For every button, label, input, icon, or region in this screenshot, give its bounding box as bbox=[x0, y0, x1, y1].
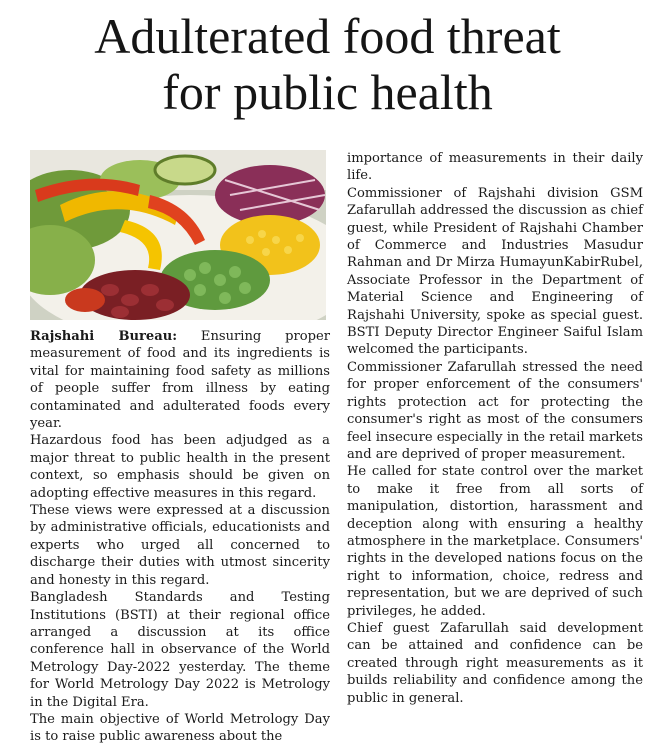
paragraph: importance of measurements in their daily life. bbox=[347, 151, 643, 184]
paragraph: He called for state control over the market to make it free from all sorts of manipulation, distortion, harassment and deception along with ensuring a healthy atmosphere in the marketplace. Consumers' rights in the developed nations focus on the right to information, choice, redress and representation, but we are deprived of such privileges, he added. bbox=[347, 464, 643, 619]
paragraph bbox=[30, 328, 330, 432]
paragraph: These views were expressed at a discussion by administrative officials, educationists and experts who urged all concerned to discharge their duties with utmost sincerity and honesty in this regard. bbox=[30, 503, 330, 588]
right-column bbox=[347, 150, 643, 707]
paragraph: The main objective of World Metrology Day is to raise public awareness about the bbox=[30, 711, 330, 745]
paragraph: Chief guest Zafarullah said development can be attained and confidence can be created through right measurements as it builds reliability and confidence among the public in general. bbox=[347, 620, 643, 706]
salad-photo bbox=[30, 150, 326, 320]
headline bbox=[0, 8, 655, 120]
headline-line-1: Adulterated food threat bbox=[94, 8, 561, 64]
paragraph: Commissioner Zafarullah stressed the need for proper enforcement of the consumers' rights protection act for protecting the consumer's right as most of the consumers feel insecure especially in the retail markets and are deprived of proper measurement. bbox=[347, 359, 643, 462]
paragraph: Hazardous food has been adjudged as a major threat to public health in the present context, so emphasis should be given on adopting effective measures in this regard. bbox=[30, 433, 330, 501]
byline: Rajshahi Bureau: bbox=[30, 329, 178, 344]
paragraph: Bangladesh Standards and Testing Institutions (BSTI) at their regional office arranged a discussion at its office conference hall in observance of the World Metrology Day-2022 yesterday. The theme for World Metrology Day 2022 is Metrology in the Digital Era. bbox=[30, 590, 330, 710]
paragraph-text: Ensuring proper measurement of food and its ingredients is vital for maintaining food safety as millions of people suffer from illness by eating contaminated and adulterated foods every year. bbox=[30, 329, 330, 432]
paragraph: Commissioner of Rajshahi division GSM Zafarullah addressed the discussion as chief guest, while President of Rajshahi Chamber of Commerce and Industries Masudur Rahman and Dr Mirza HumayunKabirRubel, Associate Professor in the Department of Material Science and Engineering of Rajshahi University, spoke as special guest. BSTI Deputy Director Engineer Saiful Islam welcomed the participants. bbox=[347, 185, 643, 358]
left-column bbox=[30, 150, 330, 746]
headline-line-2: for public health bbox=[162, 64, 493, 120]
